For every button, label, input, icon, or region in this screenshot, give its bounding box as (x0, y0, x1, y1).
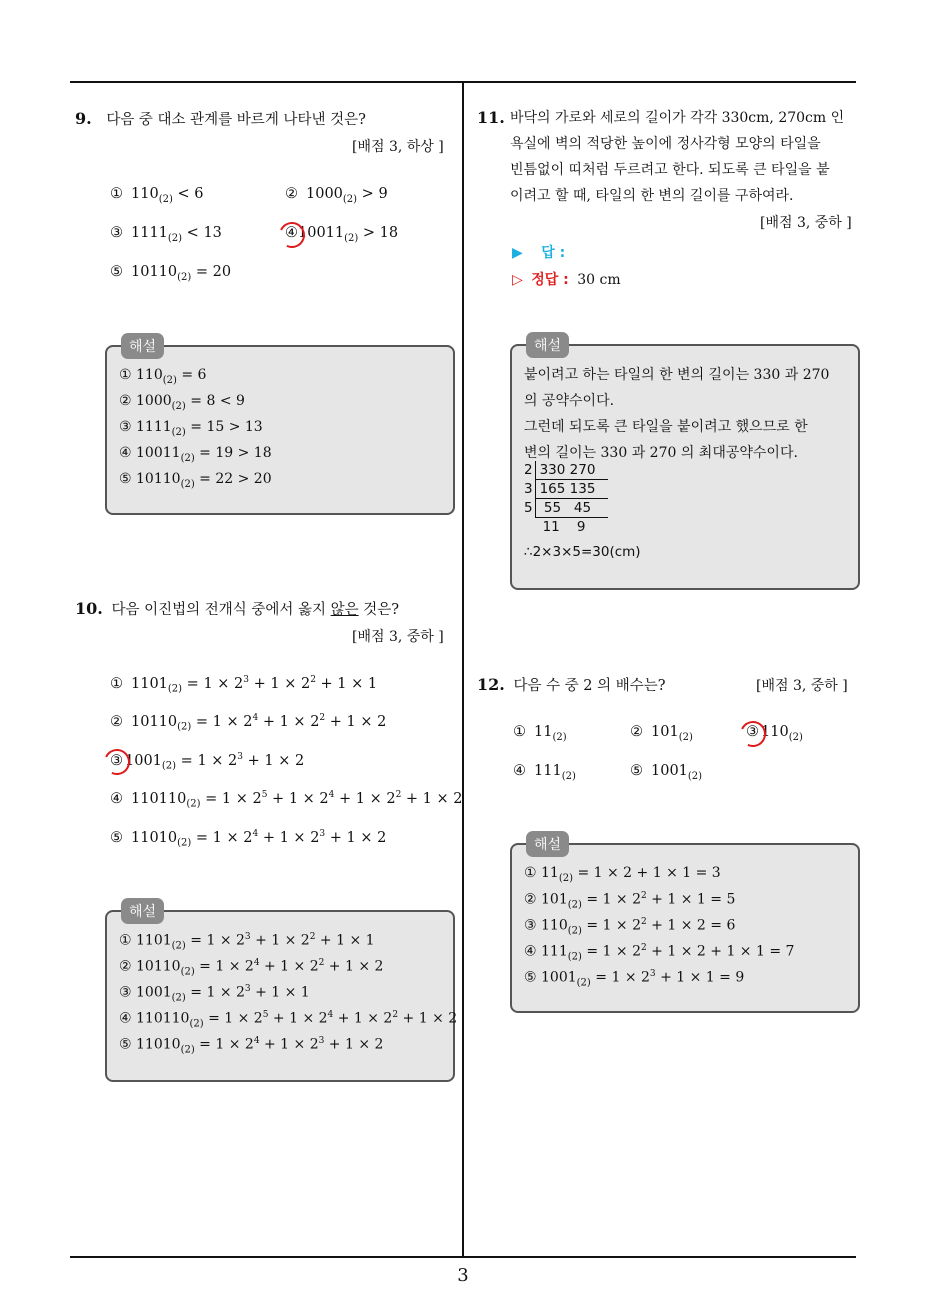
question-text: 다음 이진법의 전개식 중에서 옳지 않은 것은? (111, 602, 400, 618)
option-5[interactable]: ⑤ $11010_{(2)} = 1 \times 2^4 + 1 \times 2^3 + 1 \times 2$ (110, 829, 387, 849)
solution-box (105, 904, 458, 1082)
division-quotient: 11 9 (534, 519, 586, 535)
question-number: 10. (75, 599, 103, 618)
solution-title: 해설 (121, 898, 164, 924)
solution-box (510, 338, 860, 590)
score-label: [배점 3, 중하 ] (756, 678, 848, 694)
solution-line: ② $1000_{(2)} = 8 < 9$ (119, 393, 245, 412)
solution-line: ⑤ $11010_{(2)} = 1 \times 2^4 + 1 \times 2^3 + 1 \times 2$ (119, 1036, 384, 1056)
answer-label: 답 : (541, 245, 566, 261)
solution-box (510, 837, 860, 1013)
option-5[interactable]: ⑤ $1001_{(2)}$ (630, 763, 703, 782)
solution-line: ① $110_{(2)} = 6$ (119, 367, 207, 386)
division-step: 3 165 135 (524, 480, 608, 499)
answer-mark-icon (275, 218, 308, 251)
option-4[interactable]: ④ $110110_{(2)} = 1 \times 2^5 + 1 \times 2^4 + 1 \times 2^2 + 1 \times 2$ (110, 790, 463, 810)
solution-line: 의 공약수이다. (524, 393, 615, 409)
question-text: 다음 중 대소 관계를 바르게 나타낸 것은? (106, 112, 366, 128)
option-5[interactable]: ⑤ $10110_{(2)} = 20$ (110, 264, 232, 283)
solution-line: ① $11_{(2)} = 1 \times 2 + 1 \times 1 = 3$ (524, 865, 721, 884)
solution-line: ③ $1001_{(2)} = 1 \times 2^3 + 1 \times 1$ (119, 984, 310, 1004)
correct-answer-row (512, 269, 621, 289)
solution-box (105, 339, 455, 515)
solution-title: 해설 (526, 332, 569, 358)
division-step: 2 330 270 (524, 461, 608, 480)
bottom-rule (70, 1256, 856, 1258)
solution-line: 변의 길이는 330 과 270 의 최대공약수이다. (524, 445, 798, 461)
solution-line: ③ $110_{(2)} = 1 \times 2^2 + 1 \times 2 = 6$ (524, 917, 736, 937)
solution-title: 해설 (526, 831, 569, 857)
play-outline-icon: ▷ (512, 272, 523, 288)
division-ladder (524, 461, 608, 536)
division-step: 5 55 45 (524, 499, 608, 518)
answer-row (512, 242, 565, 262)
option-3[interactable]: ③ $1111_{(2)} < 13$ (110, 225, 222, 244)
solution-line: ① $1101_{(2)} = 1 \times 2^3 + 1 \times 2^2 + 1 \times 1$ (119, 932, 375, 952)
option-4[interactable]: ④ $111_{(2)}$ (513, 763, 576, 782)
option-3[interactable]: ③ $1001_{(2)} = 1 \times 2^3 + 1 \times 2$ (110, 752, 305, 772)
score-label: [배점 3, 중하 ] (760, 215, 852, 231)
solution-line: 붙이려고 하는 타일의 한 변의 길이는 330 과 270 (524, 367, 830, 383)
score-label: [배점 3, 중하 ] (352, 629, 444, 645)
solution-line: ② $10110_{(2)} = 1 \times 2^4 + 1 \times 2^2 + 1 \times 2$ (119, 958, 384, 978)
option-2[interactable]: ② $10110_{(2)} = 1 \times 2^4 + 1 \times 2^2 + 1 \times 2$ (110, 713, 387, 733)
solution-line: 그런데 되도록 큰 타일을 붙이려고 했으므로 한 (524, 419, 808, 435)
correct-value: 30 cm (577, 272, 621, 288)
option-1[interactable]: ① $11_{(2)}$ (513, 724, 567, 743)
option-1[interactable]: ① $110_{(2)} < 6$ (110, 186, 204, 205)
column-divider (462, 82, 464, 1257)
question-number: 12. (477, 675, 505, 694)
solution-line: ③ $1111_{(2)} = 15 > 13$ (119, 419, 263, 438)
option-2[interactable]: ② $101_{(2)}$ (630, 724, 693, 743)
option-2[interactable]: ② $1000_{(2)} > 9$ (285, 186, 388, 205)
option-3[interactable]: ③ $110_{(2)}$ (746, 724, 803, 743)
option-1[interactable]: ① $1101_{(2)} = 1 \times 2^3 + 1 \times 2^2 + 1 \times 1$ (110, 675, 378, 695)
question-text: 다음 수 중 2 의 배수는? (513, 678, 666, 694)
page-number: 3 (457, 1265, 469, 1286)
option-4[interactable]: $④10011_{(2)} > 18$ (285, 225, 399, 244)
solution-conclusion: ∴2×3×5=30(cm) (524, 544, 641, 560)
question-text: 바닥의 가로와 세로의 길이가 각각 330cm, 270cm 인 욕실에 벽의 적당한 높이에 정사각형 모양의 타일을 빈틈없이 띠처럼 두르려고 한다. 되도록 큰 타일을 붙 이려고 할 때, 타일의 한 변의 길이를 구하여라. (510, 110, 845, 204)
solution-line: ⑤ $1001_{(2)} = 1 \times 2^3 + 1 \times 1 = 9$ (524, 969, 745, 989)
play-filled-icon: ▶ (512, 245, 523, 261)
solution-line: ④ $110110_{(2)} = 1 \times 2^5 + 1 \times 2^4 + 1 \times 2^2 + 1 \times 2$ (119, 1010, 458, 1030)
solution-line: ② $101_{(2)} = 1 \times 2^2 + 1 \times 1 = 5$ (524, 891, 736, 911)
question-number: 11. (477, 108, 505, 127)
solution-line: ④ $10011_{(2)} = 19 > 18$ (119, 445, 272, 464)
correct-label: 정답 : (531, 272, 569, 288)
solution-line: ④ $111_{(2)} = 1 \times 2^2 + 1 \times 2 + 1 \times 1 = 7$ (524, 943, 795, 963)
solution-line: ⑤ $10110_{(2)} = 22 > 20$ (119, 471, 272, 490)
answer-mark-icon (736, 717, 769, 750)
solution-title: 해설 (121, 333, 164, 359)
answer-mark-icon (100, 745, 133, 778)
question-number: 9. (75, 109, 92, 128)
score-label: [배점 3, 하상 ] (352, 139, 444, 155)
